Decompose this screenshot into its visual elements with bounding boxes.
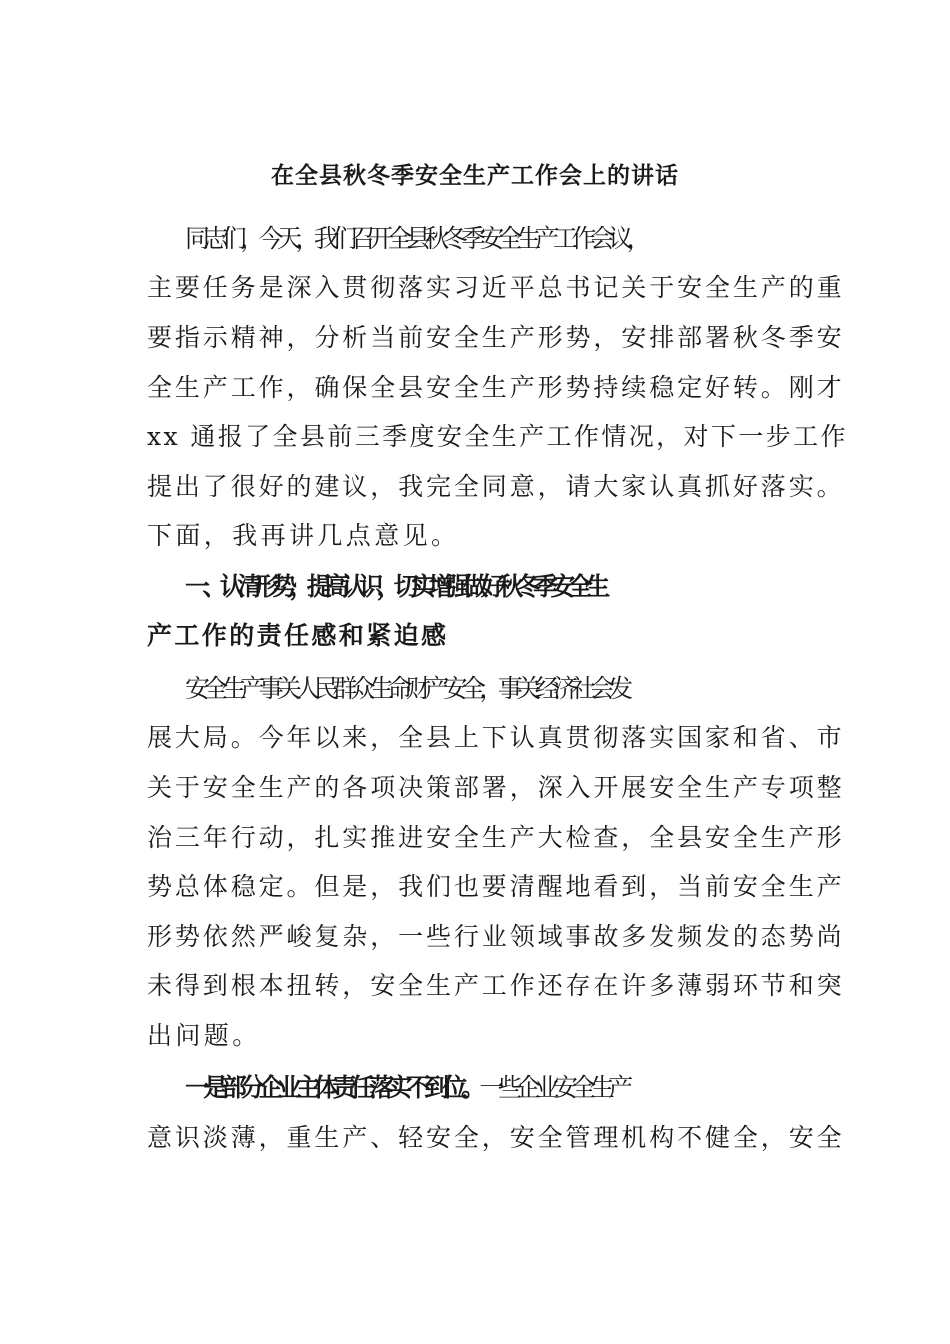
point-one-lead: 一是部分企业主体责任落实不到位。 <box>185 1073 480 1102</box>
paragraph-line: 意识淡薄，重生产、轻安全，安全管理机构不健全，安全 <box>147 1123 845 1152</box>
paragraph-line: 下面，我再讲几点意见。 <box>147 521 460 550</box>
paragraph-line: 出问题。 <box>147 1021 261 1050</box>
section-heading: 一、认清形势，提高认识，切实增强做好秋冬季安全生 <box>185 572 603 601</box>
paragraph-line: xx 通报了全县前三季度安全生产工作情况，对下一步工作 <box>147 422 848 451</box>
document-title: 在全县秋冬季安全生产工作会上的讲话 <box>271 162 679 189</box>
paragraph-line: 未得到根本扭转，安全生产工作还存在许多薄弱环节和突 <box>147 971 845 1000</box>
paragraph-line: 展大局。今年以来，全县上下认真贯彻落实国家和省、市 <box>147 723 845 752</box>
paragraph-line: 安全生产事关人民群众生命财产安全，事关经济社会发 <box>185 674 627 703</box>
paragraph-line: 主要任务是深入贯彻落实习近平总书记关于安全生产的重 <box>147 273 845 302</box>
paragraph-line: 同志们，今天，我们召开全县秋冬季安全生产工作会议， <box>185 224 646 253</box>
paragraph-line: 势总体稳定。但是，我们也要清醒地看到，当前安全生产 <box>147 872 845 901</box>
paragraph-line <box>185 1070 865 1106</box>
paragraph-line: 关于安全生产的各项决策部署，深入开展安全生产专项整 <box>147 773 845 802</box>
paragraph-line: 要指示精神，分析当前安全生产形势，安排部署秋冬季安 <box>147 323 845 352</box>
paragraph-line: 提出了很好的建议，我完全同意，请大家认真抓好落实。 <box>147 472 845 501</box>
paragraph-line: 全生产工作，确保全县安全生产形势持续稳定好转。刚才 <box>147 373 845 402</box>
paragraph-line: 治三年行动，扎实推进安全生产大检查，全县安全生产形 <box>147 823 845 852</box>
point-one-text: 一些企业安全生产 <box>479 1073 627 1102</box>
section-heading: 产工作的责任感和紧迫感 <box>147 621 449 650</box>
paragraph-line: 形势依然严峻复杂，一些行业领域事故多发频发的态势尚 <box>147 922 845 951</box>
